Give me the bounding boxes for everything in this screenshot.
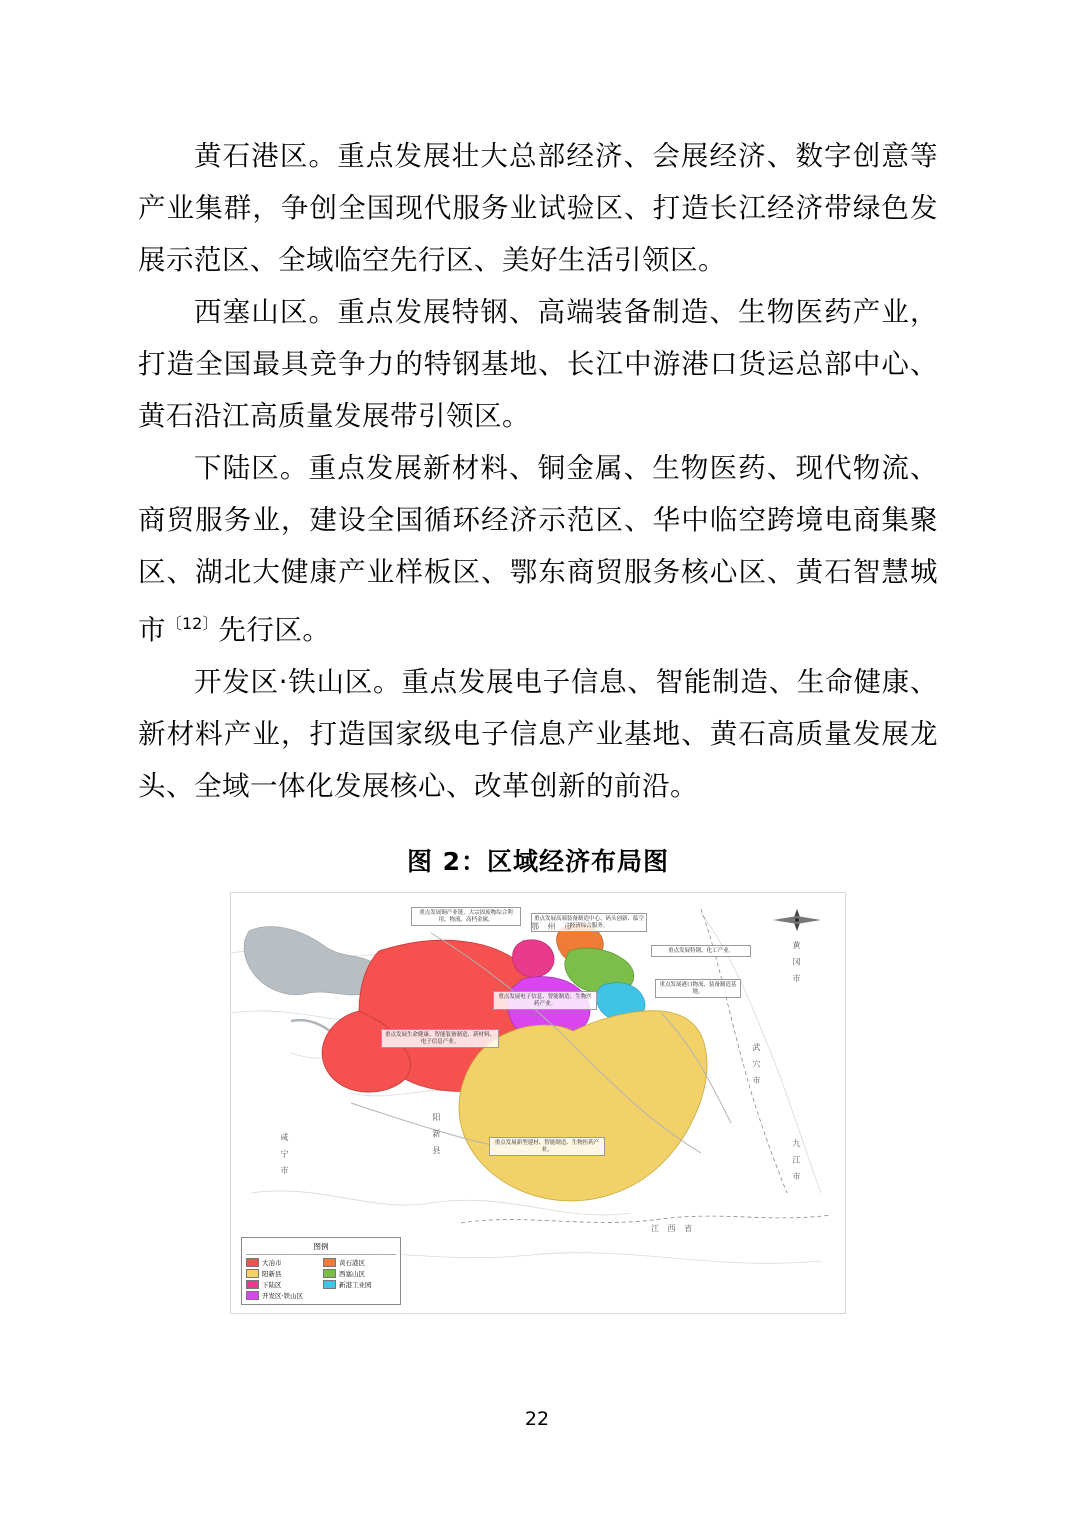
figure-wrapper [138, 892, 938, 1314]
legend-item-new-port [323, 1280, 396, 1289]
legend-swatch [246, 1258, 259, 1267]
region-economic-layout-map [230, 892, 846, 1314]
paragraph-xialu [138, 442, 938, 656]
legend-label: 下陆区 [262, 1281, 282, 1290]
legend-label: 阳新县 [262, 1270, 282, 1279]
paragraph-xisaishan: 西塞山区。重点发展特钢、高端装备制造、生物医药产业，打造全国最具竞争力的特钢基地、长江中游港口货运总部中心、黄石沿江高质量发展带引领区。 [138, 296, 938, 432]
legend-item-daye [246, 1258, 319, 1267]
legend-item-xialu [246, 1280, 319, 1289]
legend-label: 开发区·铁山区 [262, 1292, 304, 1301]
legend-label: 新港工业园 [339, 1281, 372, 1290]
map-annotation: 重点发展电子信息、智能制造、生物医药产业。 [493, 991, 597, 1010]
paragraph-xialu-tail: 先行区。 [218, 614, 331, 647]
map-city-label: 江 西 省 [651, 1224, 696, 1234]
map-legend [241, 1237, 401, 1305]
legend-items [246, 1258, 396, 1300]
region-xialu [512, 940, 554, 978]
map-annotation: 重点发展铜产业链、大宗固废物综合利用、物流、高档金属。 [411, 907, 521, 926]
legend-title: 图例 [246, 1241, 396, 1255]
map-annotation: 重点发展特钢、化工产业。 [651, 945, 751, 957]
map-annotation: 重点发展新型建材、智能制造、生物医药产业。 [489, 1137, 605, 1156]
map-annotation: 重点发展高端装备制造中心、码头创新、临空经济综合服务。 [531, 913, 647, 932]
legend-swatch [323, 1269, 336, 1278]
legend-item-xisaishan [323, 1269, 396, 1278]
legend-label: 西塞山区 [339, 1270, 365, 1279]
map-city-label: 武 穴 市 [752, 1043, 761, 1088]
map-annotation: 重点发展生命健康、智能装备制造、新材料、电子信息产业。 [381, 1029, 499, 1048]
map-city-label: 九 江 市 [792, 1139, 801, 1184]
figure-title: 图 2：区域经济布局图 [406, 847, 670, 877]
legend-swatch [246, 1291, 259, 1300]
map-annotation: 重点发展港口物流、装备制造基地。 [655, 979, 741, 998]
map-city-label: 黄 冈 市 [792, 941, 801, 986]
legend-item-kaifaqu-tieshan [246, 1291, 319, 1300]
legend-label: 黄石港区 [339, 1259, 365, 1268]
page-number: 22 [524, 1408, 550, 1430]
legend-item-yangxin [246, 1269, 319, 1278]
legend-label: 大冶市 [262, 1259, 282, 1268]
legend-swatch [323, 1280, 336, 1289]
map-city-label: 咸 宁 市 [280, 1133, 289, 1178]
paragraph-xialu-main: 下陆区。重点发展新材料、铜金属、生物医药、现代物流、商贸服务业，建设全国循环经济示范区、华中临空跨境电商集聚区、湖北大健康产业样板区、鄂东商贸服务核心区、黄石智慧城市 [138, 452, 938, 647]
footnote-marker-12: 〔12〕 [166, 614, 219, 633]
map-city-label: 鄂 州 市 [531, 922, 576, 932]
legend-item-huangshigang [323, 1258, 396, 1267]
legend-swatch [323, 1258, 336, 1267]
paragraph-huangshigang: 黄石港区。重点发展壮大总部经济、会展经济、数字创意等产业集群，争创全国现代服务业试验区、打造长江经济带绿色发展示范区、全域临空先行区、美好生活引领区。 [138, 140, 938, 276]
compass-rose-icon [771, 907, 823, 933]
map-city-label: 阳 新 县 [432, 1113, 441, 1158]
legend-swatch [246, 1280, 259, 1289]
legend-swatch [246, 1269, 259, 1278]
paragraph-kaifaqu-tieshan: 开发区·铁山区。重点发展电子信息、智能制造、生命健康、新材料产业，打造国家级电子信息产业基地、黄石高质量发展龙头、全域一体化发展核心、改革创新的前沿。 [138, 666, 938, 803]
page-content [138, 130, 938, 1314]
